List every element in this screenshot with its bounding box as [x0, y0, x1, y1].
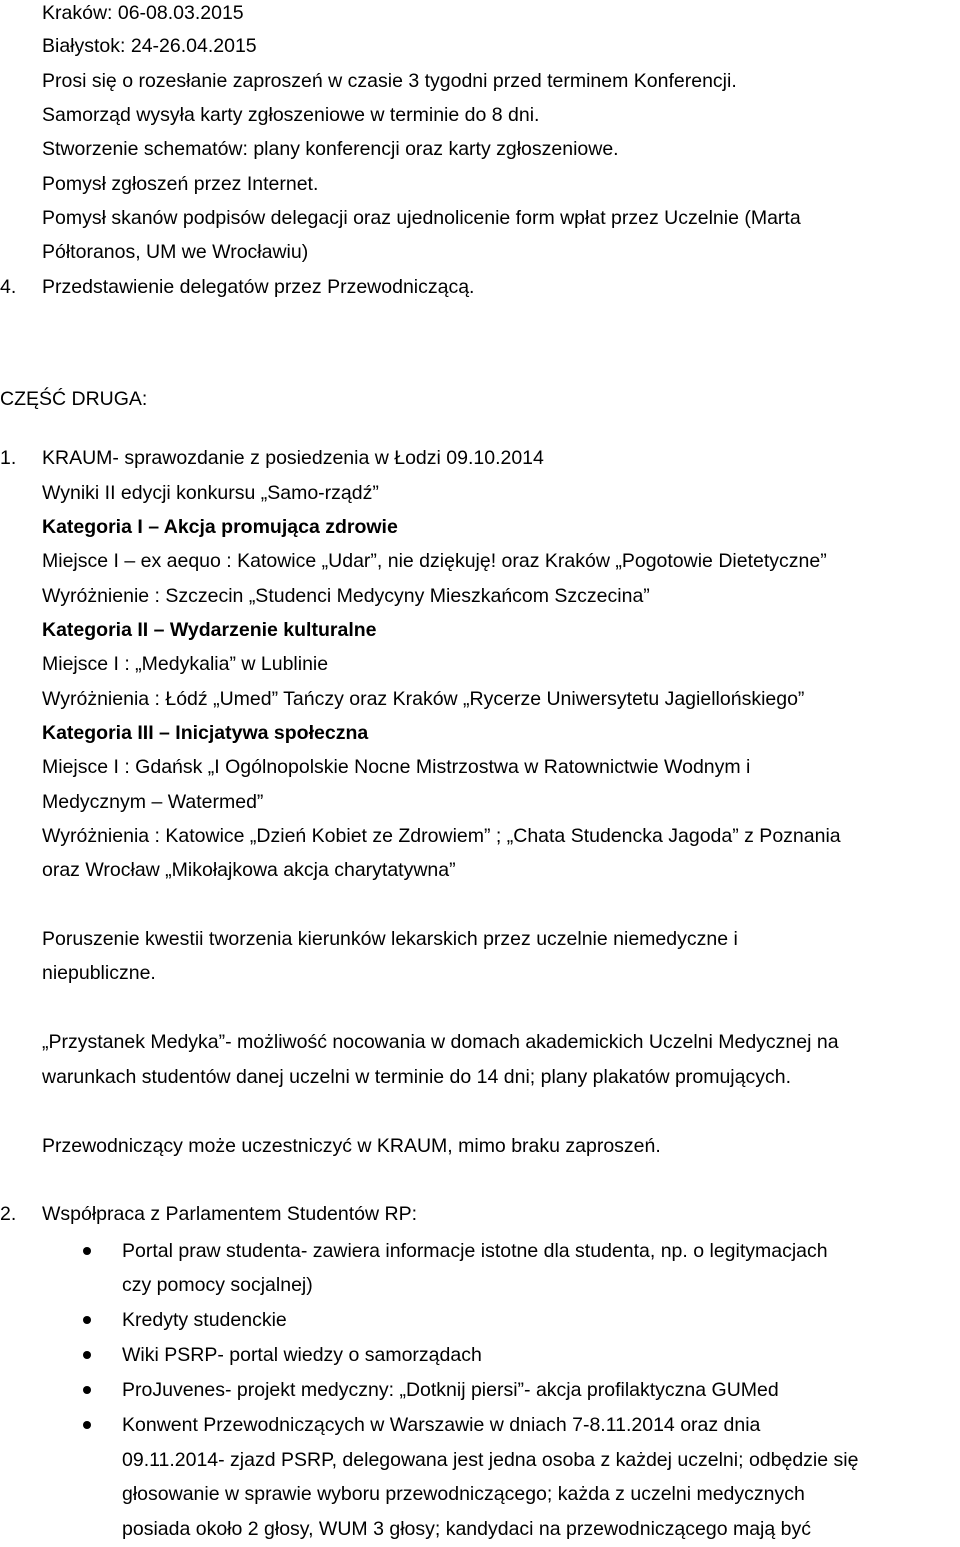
bullet-convent: Konwent Przewodniczących w Warszawie w dniach 7-8.11.2014 oraz dnia — [122, 1414, 761, 1436]
section1-title: KRAUM- sprawozdanie z posiedzenia w Łodzi 09.10.2014 — [42, 447, 544, 469]
item4-number: 4. — [0, 276, 17, 298]
bullet-portal: Portal praw studenta- zawiera informacje istotne dla studenta, np. o legitymacjach — [122, 1240, 828, 1262]
category3-award-cont: oraz Wrocław „Mikołajkowa akcja charytatywna” — [42, 859, 456, 881]
category2-title: Kategoria II – Wydarzenie kulturalne — [42, 619, 377, 641]
line-krakow-dates: Kraków: 06-08.03.2015 — [42, 2, 244, 24]
category1-award: Wyróżnienie : Szczecin „Studenci Medycyny Mieszkańcom Szczecina” — [42, 585, 650, 607]
line-internet-idea: Pomysł zgłoszeń przez Internet. — [42, 173, 319, 195]
line-invitations: Prosi się o rozesłanie zaproszeń w czasie 3 tygodni przed terminem Konferencji. — [42, 70, 737, 92]
bullet-icon — [83, 1421, 91, 1429]
category2-place: Miejsce I : „Medykalia” w Lublinie — [42, 653, 329, 675]
section2-title: Współpraca z Parlamentem Studentów RP: — [42, 1203, 417, 1225]
line-schemes: Stworzenie schematów: plany konferencji oraz karty zgłoszeniowe. — [42, 138, 619, 160]
paragraph-przystanek-medyka-cont: warunkach studentów danej uczelni w terminie do 14 dni; plany plakatów promujących. — [42, 1066, 791, 1088]
category3-award: Wyróżnienia : Katowice „Dzień Kobiet ze Zdrowiem” ; „Chata Studencka Jagoda” z Poznania — [42, 825, 841, 847]
line-scans-idea: Pomysł skanów podpisów delegacji oraz ujednolicenie form wpłat przez Uczelnie (Marta — [42, 207, 801, 229]
bullet-icon — [83, 1386, 91, 1394]
bullet-icon — [83, 1316, 91, 1324]
line-bialystok-dates: Białystok: 24-26.04.2015 — [42, 35, 257, 57]
bullet-wiki: Wiki PSRP- portal wiedzy o samorządach — [122, 1344, 482, 1366]
category2-award: Wyróżnienia : Łódź „Umed” Tańczy oraz Kraków „Rycerze Uniwersytetu Jagiellońskiego” — [42, 688, 805, 710]
bullet-convent-cont-2: głosowanie w sprawie wyboru przewodniczącego; każda z uczelni medycznych — [122, 1483, 805, 1505]
section1-number: 1. — [0, 447, 17, 469]
part-two-heading: CZĘŚĆ DRUGA: — [0, 388, 148, 410]
line-scans-idea-cont: Półtoranos, UM we Wrocławiu) — [42, 241, 309, 263]
bullet-icon — [83, 1247, 91, 1255]
bullet-credits: Kredyty studenckie — [122, 1309, 287, 1331]
bullet-icon — [83, 1351, 91, 1359]
category3-title: Kategoria III – Inicjatywa społeczna — [42, 722, 369, 744]
category3-place-cont: Medycznym – Watermed” — [42, 791, 264, 813]
category1-title: Kategoria I – Akcja promująca zdrowie — [42, 516, 398, 538]
contest-line: Wyniki II edycji konkursu „Samo-rządź” — [42, 482, 379, 504]
paragraph-medical-faculties: Poruszenie kwestii tworzenia kierunków lekarskich przez uczelnie niemedyczne i — [42, 928, 738, 950]
section2-number: 2. — [0, 1203, 17, 1225]
bullet-convent-cont-3: posiada około 2 głosy, WUM 3 głosy; kandydaci na przewodniczącego mają być — [122, 1518, 811, 1540]
bullet-projuvenes: ProJuvenes- projekt medyczny: „Dotknij piersi”- akcja profilaktyczna GUMed — [122, 1379, 779, 1401]
paragraph-chairman: Przewodniczący może uczestniczyć w KRAUM, mimo braku zaproszeń. — [42, 1135, 661, 1157]
category3-place: Miejsce I : Gdańsk „I Ogólnopolskie Nocne Mistrzostwa w Ratownictwie Wodnym i — [42, 756, 751, 778]
paragraph-przystanek-medyka: „Przystanek Medyka”- możliwość nocowania w domach akademickich Uczelni Medycznej na — [42, 1031, 839, 1053]
line-registration-cards: Samorząd wysyła karty zgłoszeniowe w terminie do 8 dni. — [42, 104, 540, 126]
bullet-convent-cont-1: 09.11.2014- zjazd PSRP, delegowana jest jedna osoba z każdej uczelni; odbędzie się — [122, 1449, 859, 1471]
bullet-portal-cont: czy pomocy socjalnej) — [122, 1274, 313, 1296]
paragraph-medical-faculties-cont: niepubliczne. — [42, 962, 156, 984]
category1-place: Miejsce I – ex aequo : Katowice „Udar”, nie dziękuję! oraz Kraków „Pogotowie Dietetyczne” — [42, 550, 827, 572]
item4-text: Przedstawienie delegatów przez Przewodniczącą. — [42, 276, 475, 298]
